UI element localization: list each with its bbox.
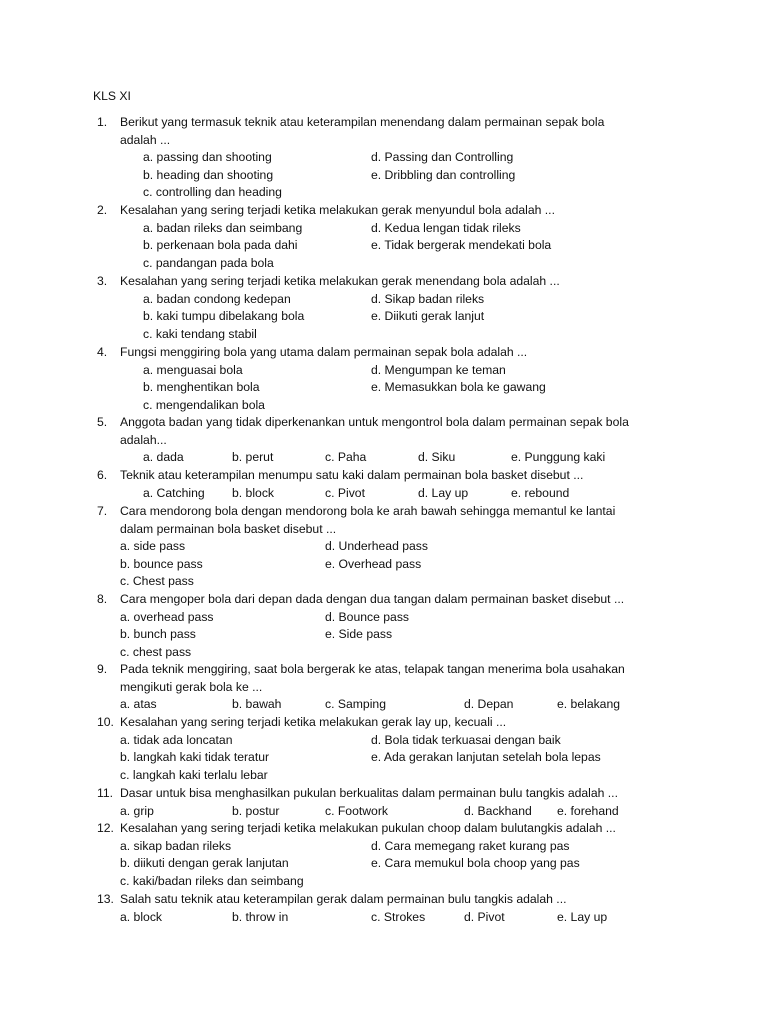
option-row [97,237,717,255]
answer-option: b. langkah kaki tidak teratur [120,750,270,765]
question-2 [97,202,717,272]
answer-option: a. overhead pass [120,609,214,624]
question-text: Cara mengoper bola dari depan dada dengan dua tangan dalam permainan basket disebut ... [120,592,625,606]
answer-option: b. bounce pass [120,556,203,571]
answer-option: d. Bounce pass [325,609,410,624]
question-text-line [97,661,717,679]
answer-option: e. belakang [557,697,621,712]
answer-option: a. side pass [120,539,186,554]
option-row [97,149,717,167]
question-7 [97,503,717,591]
option-row [97,749,717,767]
question-number: 8. [97,592,108,606]
option-row [97,167,717,185]
question-text: Kesalahan yang sering terjadi ketika melakukan gerak menyundul bola adalah ... [120,203,555,217]
answer-option: c. controlling dan heading [143,185,282,200]
question-text-line [97,344,717,362]
answer-option: e. Cara memukul bola choop yang pas [371,856,580,871]
question-12 [97,820,717,890]
question-number: 2. [97,203,108,217]
option-row [97,379,717,397]
question-text-line [97,132,717,150]
answer-option: a. menguasai bola [143,362,243,377]
question-text: dalam permainan bola basket disebut ... [120,521,337,536]
answer-option: e. Ada gerakan lanjutan setelah bola lepas [371,750,601,765]
question-text-line [97,521,717,539]
question-number: 13. [97,892,114,906]
answer-option: a. tidak ada loncatan [120,732,233,747]
answer-option: e. Lay up [557,909,608,924]
option-row [97,362,717,380]
question-number: 7. [97,504,108,518]
answer-option: b. perut [232,450,274,465]
answer-option: a. badan condong kedepan [143,291,291,306]
question-text-line [97,820,717,838]
answer-option: d. Passing dan Controlling [371,150,514,165]
answer-option: b. perkenaan bola pada dahi [143,238,298,253]
answer-option: a. atas [120,697,157,712]
question-3 [97,273,717,343]
question-text-line [97,503,717,521]
question-number: 3. [97,274,108,288]
option-row [97,873,717,891]
answer-option: d. Pivot [464,909,505,924]
option-row [97,855,717,873]
answer-option: d. Depan [464,697,514,712]
question-number: 11. [97,786,114,800]
option-row [97,397,717,415]
answer-option: d. Underhead pass [325,539,428,554]
question-text-line [97,273,717,291]
answer-option: b. heading dan shooting [143,167,274,182]
option-row [97,909,717,927]
question-text-line [97,432,717,450]
answer-option: a. badan rileks dan seimbang [143,220,303,235]
answer-option: b. block [232,485,275,500]
answer-option: a. block [120,909,163,924]
question-text: adalah... [120,432,167,447]
answer-option: c. Pivot [325,485,365,500]
question-number: 6. [97,468,108,482]
option-row [97,326,717,344]
answer-option: c. langkah kaki terlalu lebar [120,767,268,782]
answer-option: d. Mengumpan ke teman [371,362,506,377]
option-row [97,184,717,202]
answer-option: d. Bola tidak terkuasai dengan baik [371,732,561,747]
answer-option: d. Cara memegang raket kurang pas [371,838,570,853]
answer-option: a. passing dan shooting [143,150,272,165]
question-9 [97,661,717,714]
question-text-line [97,591,717,609]
answer-option: c. Footwork [325,803,388,818]
answer-option: b. postur [232,803,280,818]
question-text: adalah ... [120,132,171,147]
question-number: 12. [97,821,114,835]
question-8 [97,591,717,661]
question-4 [97,344,717,414]
answer-option: c. Paha [325,450,367,465]
option-row [97,609,717,627]
question-1 [97,114,717,202]
question-5 [97,414,717,467]
answer-option: a. dada [143,450,184,465]
question-text-line [97,467,717,485]
answer-option: c. pandangan pada bola [143,255,274,270]
answer-option: e. forehand [557,803,619,818]
answer-option: b. diikuti dengan gerak lanjutan [120,856,289,871]
option-row [97,538,717,556]
answer-option: c. kaki tendang stabil [143,326,257,341]
question-11 [97,785,717,820]
question-number: 1. [97,115,108,129]
question-text-line [97,679,717,697]
answer-option: e. Diikuti gerak lanjut [371,309,485,324]
option-row [97,573,717,591]
answer-option: c. kaki/badan rileks dan seimbang [120,873,304,888]
question-6 [97,467,717,502]
question-text-line [97,891,717,909]
answer-option: e. Dribbling dan controlling [371,167,516,182]
question-text: Kesalahan yang sering terjadi ketika melakukan gerak menendang bola adalah ... [120,274,560,288]
option-row [97,556,717,574]
answer-option: d. Sikap badan rileks [371,291,485,306]
answer-option: b. kaki tumpu dibelakang bola [143,309,305,324]
answer-option: d. Lay up [418,485,469,500]
question-text: mengikuti gerak bola ke ... [120,679,263,694]
answer-option: a. sikap badan rileks [120,838,232,853]
question-text: Pada teknik menggiring, saat bola bergerak ke atas, telapak tangan menerima bola usahakan [120,662,625,676]
question-number: 5. [97,415,108,429]
answer-option: e. rebound [511,485,570,500]
answer-option: c. mengendalikan bola [143,397,265,412]
option-row [97,838,717,856]
question-text: Dasar untuk bisa menghasilkan pukulan berkualitas dalam permainan bulu tangkis adalah ... [120,786,618,800]
question-13 [97,891,717,926]
option-row [97,644,717,662]
answer-option: a. grip [120,803,154,818]
question-text: Berikut yang termasuk teknik atau keterampilan menendang dalam permainan sepak bola [120,115,605,129]
question-text: Anggota badan yang tidak diperkenankan untuk mengontrol bola dalam permainan sepak bola [120,415,629,429]
question-text-line [97,714,717,732]
option-row [97,291,717,309]
question-number: 10. [97,715,114,729]
question-text: Teknik atau keterampilan menumpu satu kaki dalam permainan bola basket disebut ... [120,468,584,482]
question-text: Salah satu teknik atau keterampilan gerak dalam permainan bulu tangkis adalah ... [120,892,567,906]
question-number: 9. [97,662,108,676]
question-text-line [97,785,717,803]
answer-option: c. chest pass [120,644,192,659]
option-row [97,255,717,273]
answer-option: b. menghentikan bola [143,380,260,395]
option-row [97,220,717,238]
answer-option: b. throw in [232,909,289,924]
option-row [97,449,717,467]
answer-option: e. Tidak bergerak mendekati bola [371,238,552,253]
question-text: Cara mendorong bola dengan mendorong bola ke arah bawah sehingga memantul ke lantai [120,504,616,518]
question-text-line [97,414,717,432]
class-heading: KLS XI [93,89,131,103]
answer-option: e. Punggung kaki [511,450,606,465]
option-row [97,626,717,644]
answer-option: e. Overhead pass [325,556,422,571]
option-row [97,767,717,785]
answer-option: c. Strokes [371,909,426,924]
question-text-line [97,114,717,132]
answer-option: d. Kedua lengan tidak rileks [371,220,521,235]
answer-option: a. Catching [143,485,205,500]
answer-option: e. Side pass [325,627,393,642]
question-text: Fungsi menggiring bola yang utama dalam permainan sepak bola adalah ... [120,345,528,359]
question-text: Kesalahan yang sering terjadi ketika melakukan gerak lay up, kecuali ... [120,715,507,729]
option-row [97,696,717,714]
option-row [97,485,717,503]
option-row [97,308,717,326]
option-row [97,803,717,821]
answer-option: b. bunch pass [120,627,196,642]
answer-option: c. Chest pass [120,574,194,589]
question-10 [97,714,717,784]
question-text-line [97,202,717,220]
option-row [97,732,717,750]
answer-option: d. Siku [418,450,456,465]
question-text: Kesalahan yang sering terjadi ketika melakukan pukulan choop dalam bulutangkis adalah ... [120,821,616,835]
answer-option: d. Backhand [464,803,532,818]
question-number: 4. [97,345,108,359]
answer-option: c. Samping [325,697,386,712]
answer-option: b. bawah [232,697,282,712]
answer-option: e. Memasukkan bola ke gawang [371,380,546,395]
